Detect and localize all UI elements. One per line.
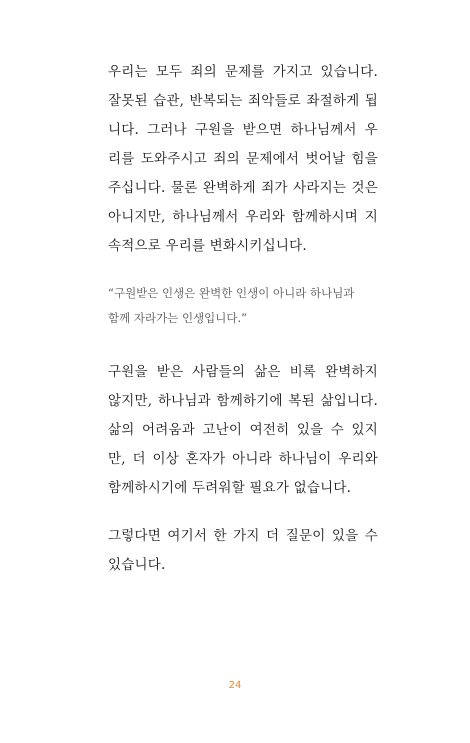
text-line: 우리는 모두 죄의 문제를 가지고 있습니다. bbox=[108, 64, 378, 80]
text-line: 구원을 받은 사람들의 삶은 비록 완벽하지 bbox=[108, 364, 378, 380]
quote-line: “구원받은 인생은 완벽한 인생이 아니라 하나님과 bbox=[108, 286, 355, 300]
body-paragraph-2 bbox=[108, 358, 378, 503]
text-line: 않지만, 하나님과 함께하기에 복된 삶입니다. bbox=[108, 393, 378, 409]
text-line: 그렇다면 여기서 한 가지 더 질문이 있을 수 bbox=[108, 528, 378, 544]
text-line: 있습니다. bbox=[108, 557, 166, 573]
quote-line: 함께 자라가는 인생입니다.” bbox=[108, 311, 248, 325]
page-number: 24 bbox=[228, 680, 242, 691]
text-line: 잘못된 습관, 반복되는 죄악들로 좌절하게 됩 bbox=[108, 93, 378, 109]
text-line: 만, 더 이상 혼자가 아니라 하나님이 우리와 bbox=[108, 451, 378, 467]
body-paragraph-3 bbox=[108, 522, 378, 580]
text-line: 삶의 어려움과 고난이 여전히 있을 수 있지 bbox=[108, 422, 378, 438]
text-line: 주십니다. 물론 완벽하게 죄가 사라지는 것은 bbox=[108, 180, 378, 196]
text-line: 리를 도와주시고 죄의 문제에서 벗어날 힘을 bbox=[108, 151, 378, 167]
pull-quote bbox=[108, 281, 378, 331]
text-line: 함께하시기에 두려워할 필요가 없습니다. bbox=[108, 480, 352, 496]
text-line: 니다. 그러나 구원을 받으면 하나님께서 우 bbox=[108, 122, 378, 138]
text-line: 속적으로 우리를 변화시키십니다. bbox=[108, 238, 307, 254]
text-line: 아니지만, 하나님께서 우리와 함께하시며 지 bbox=[108, 209, 378, 225]
body-paragraph-1 bbox=[108, 58, 378, 261]
